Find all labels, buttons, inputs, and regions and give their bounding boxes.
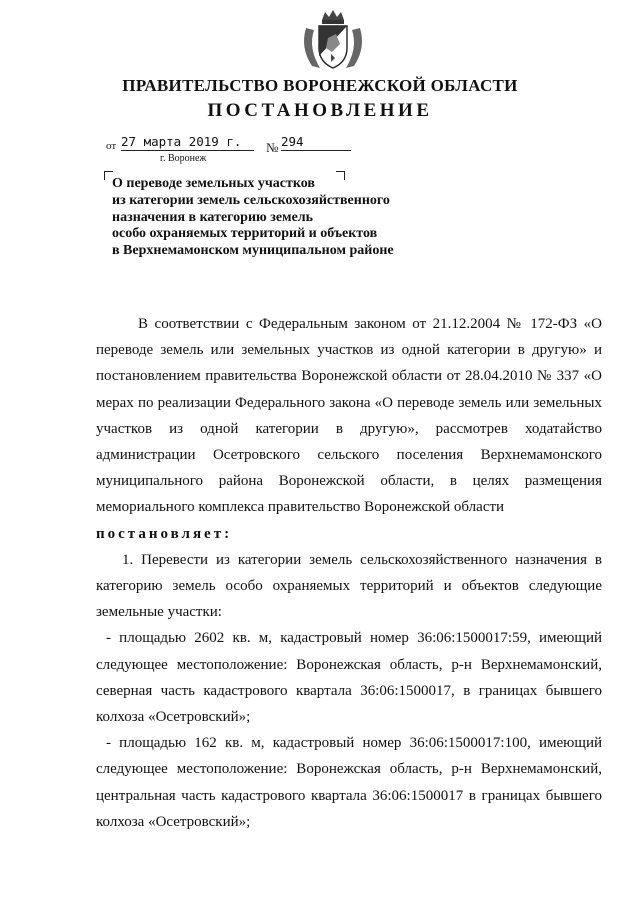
subject-line: особо охраняемых территорий и объектов xyxy=(112,226,378,242)
document-subject xyxy=(112,176,442,260)
parcel-1-paragraph: - площадью 2602 кв. м, кадастровый номер 36:06:1500017:59, имеющий следующее местоположение: Воронежская область, р-н Верхнемамонский, северная часть кадастрового квартала 36:06:1500017, в границах бывшего колхоза «Осетровский»; xyxy=(96,630,602,726)
number-label: № xyxy=(266,140,279,155)
coat-of-arms-icon xyxy=(298,8,368,72)
organization-name: ПРАВИТЕЛЬСТВО ВОРОНЕЖСКОЙ ОБЛАСТИ xyxy=(122,76,518,95)
document-date: 27 марта 2019 г. xyxy=(121,134,254,151)
document-city: г. Воронеж xyxy=(160,153,207,164)
subject-line: из категории земель сельскохозяйственного xyxy=(112,192,390,208)
document-number: 294 xyxy=(281,134,351,151)
document-body xyxy=(96,311,602,835)
resolves-heading: постановляет: xyxy=(96,525,233,542)
parcel-2-paragraph: - площадью 162 кв. м, кадастровый номер 36:06:1500017:100, имеющий следующее местоположение: Воронежская область, р-н Верхнемамонский, центральная часть кадастрового квартала 36:06:1500017 в границах бывшего колхоза «Осетровский»; xyxy=(96,735,602,830)
date-prefix: от xyxy=(106,140,117,152)
item-1-paragraph: 1. Перевести из категории земель сельскохозяйственного назначения в категорию земель особо охраняемых территорий и объектов следующие земельные участки: xyxy=(96,551,602,621)
subject-line: назначения в категорию земель xyxy=(112,209,314,225)
subject-line: О переводе земельных участков xyxy=(112,176,315,191)
preamble-paragraph: В соответствии с Федеральным законом от 21.12.2004 № 172-ФЗ «О переводе земель или земельных участков из одной категории в другую» и постановлением правительства Воронежской области от 28.04.2010 № 337 «О мерах по реализации Федерального закона «О переводе земель или земельных участков из одной категории в другую», рассмотрев ходатайство администрации Осетровского сельского поселения Верхнемамонского муниципального района Воронежской области, в целях размещения мемориального комплекса правительство Воронежской области xyxy=(96,316,602,516)
document-type: ПОСТАНОВЛЕНИЕ xyxy=(207,100,433,121)
subject-line: в Верхнемамонском муниципальном районе xyxy=(112,243,394,259)
